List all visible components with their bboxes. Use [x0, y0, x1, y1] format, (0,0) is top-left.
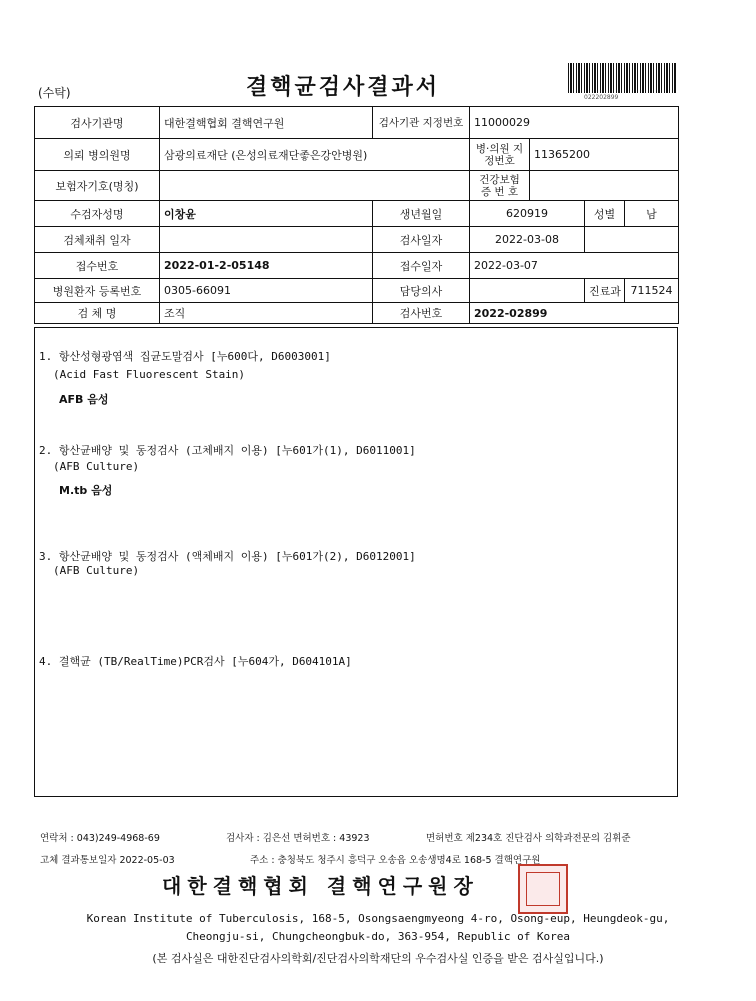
footer-examiner: 검사자 : 김은선 면허번호 : 43923 — [226, 833, 370, 844]
collection-date-label: 검체채취 일자 — [35, 227, 160, 253]
registration-value: 0305-66091 — [160, 279, 373, 303]
clinic-id-value: 11365200 — [530, 139, 679, 171]
test-number-label: 검사번호 — [373, 303, 470, 324]
barcode — [568, 63, 676, 93]
footer-contact: 연락처 : 043)249-4968-69 — [40, 833, 160, 844]
registration-label: 병원환자 등록번호 — [35, 279, 160, 303]
footer-license: 면허번호 제234호 진단검사 의학과전문의 김휘준 — [426, 833, 631, 844]
lab-label: 검사기관명 — [35, 107, 160, 139]
requester-value: 삼광의료재단 (은성의료재단좋은강안병원) — [160, 139, 470, 171]
receive-date-label: 접수일자 — [373, 253, 470, 279]
result-1-subtitle: (Acid Fast Fluorescent Stain) — [53, 368, 246, 381]
certification-note: (본 검사실은 대한진단검사의학회/진단검사의학재단의 우수검사실 인증을 받은 검사실입니다.) — [152, 952, 604, 965]
result-1-title: 1. 항산성형광염색 집균도말검사 [누600다, D6003001] — [39, 350, 331, 363]
doctor-label: 담당의사 — [373, 279, 470, 303]
footer-report-date: 고체 결과통보일자 2022-05-03 — [40, 855, 175, 866]
official-seal — [518, 864, 568, 914]
english-address-2: Cheongju-si, Chungcheongbuk-do, 363-954, Republic of Korea — [185, 930, 571, 943]
lab-value: 대한결핵협회 결핵연구원 — [160, 107, 373, 139]
department-label: 진료과 — [585, 279, 625, 303]
result-2-title: 2. 항산균배양 및 동정검사 (고체배지 이용) [누601가(1), D6011001] — [39, 444, 416, 457]
insurer-value — [160, 171, 470, 201]
test-date-blank — [585, 227, 679, 253]
doctor-value — [470, 279, 585, 303]
results-box — [34, 327, 678, 797]
receipt-tag: (수탁) — [38, 86, 71, 100]
lab-id-value: 11000029 — [470, 107, 679, 139]
footer-address: 주소 : 충청북도 청주시 흥덕구 오송읍 오송생명4로 168-5 결핵연구원 — [250, 855, 541, 866]
result-4-title: 4. 결핵균 (TB/RealTime)PCR검사 [누604가, D604101A] — [39, 655, 352, 668]
result-1-value: AFB 음성 — [59, 393, 109, 406]
test-date-label: 검사일자 — [373, 227, 470, 253]
health-card-label: 건강보험 증 번 호 — [470, 171, 530, 201]
result-3-subtitle: (AFB Culture) — [53, 564, 140, 577]
sex-value: 남 — [625, 201, 679, 227]
test-date-value: 2022-03-08 — [470, 227, 585, 253]
requester-label: 의뢰 병의원명 — [35, 139, 160, 171]
clinic-id-label: 병·의원 지정번호 — [470, 139, 530, 171]
result-3-title: 3. 항산균배양 및 동정검사 (액체배지 이용) [누601가(2), D6012001] — [39, 550, 416, 563]
barcode-number: 022202899 — [584, 94, 619, 101]
dob-label: 생년월일 — [373, 201, 470, 227]
result-2-value: M.tb 음성 — [59, 484, 113, 497]
department-value: 711524 — [625, 279, 679, 303]
test-number-value: 2022-02899 — [470, 303, 679, 324]
sex-label: 성별 — [585, 201, 625, 227]
receive-date-value: 2022-03-07 — [470, 253, 679, 279]
english-address-1: Korean Institute of Tuberculosis, 168-5, Osongsaengmyeong 4-ro, Osong-eup, Heungdeok-gu, — [86, 912, 670, 925]
accession-value: 2022-01-2-05148 — [160, 253, 373, 279]
insurer-label: 보험자기호(명칭) — [35, 171, 160, 201]
collection-date-value — [160, 227, 373, 253]
patient-label: 수검자성명 — [35, 201, 160, 227]
dob-value: 620919 — [470, 201, 585, 227]
specimen-value: 조직 — [160, 303, 373, 324]
health-card-value — [530, 171, 679, 201]
accession-label: 접수번호 — [35, 253, 160, 279]
lab-id-label: 검사기관 지정번호 — [373, 107, 470, 139]
result-2-subtitle: (AFB Culture) — [53, 460, 140, 473]
document-title: 결핵균검사결과서 — [246, 75, 441, 100]
specimen-label: 검 체 명 — [35, 303, 160, 324]
patient-value: 이창윤 — [160, 201, 373, 227]
institute-name: 대한결핵협회 결핵연구원장 — [162, 874, 479, 898]
info-table — [34, 106, 679, 324]
